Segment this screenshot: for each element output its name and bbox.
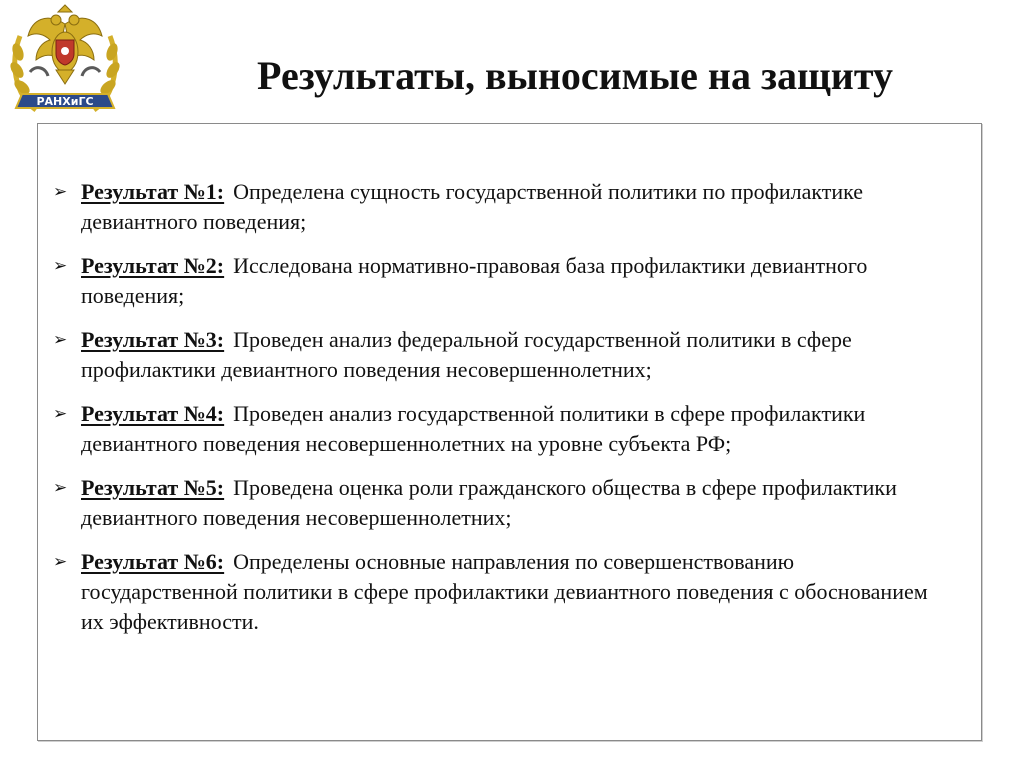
- result-item-3: [48, 325, 953, 385]
- page-title: Результаты, выносимые на защиту: [257, 53, 893, 98]
- result-item-1: [48, 177, 953, 237]
- results-panel: [37, 123, 982, 741]
- result-label: Результат №1:: [81, 179, 225, 204]
- result-item-5: [48, 473, 953, 533]
- results-list: [48, 177, 953, 651]
- arrow-bullet-icon: ➢: [53, 256, 68, 276]
- arrow-bullet-icon: ➢: [53, 552, 68, 572]
- arrow-bullet-icon: ➢: [53, 478, 68, 498]
- arrow-bullet-icon: ➢: [53, 182, 68, 202]
- result-label: Результат №6:: [81, 549, 225, 574]
- result-text: Определена сущность государственной политики по профилактике девиантного поведения;: [81, 179, 864, 234]
- result-text: Проведен анализ федеральной государственной политики в сфере профилактики девиантного поведения несовершеннолетних;: [81, 327, 852, 382]
- emblem-banner-text: РАНХиГС: [36, 95, 94, 108]
- result-text: Определены основные направления по совершенствованию государственной политики в сфере профилактики девиантного поведения с обоснованием их эффективности.: [81, 549, 928, 634]
- result-item-4: [48, 399, 953, 459]
- result-text: Исследована нормативно-правовая база профилактики девиантного поведения;: [81, 253, 868, 308]
- result-text: Проведен анализ государственной политики в сфере профилактики девиантного поведения несовершеннолетних на уровне субъекта РФ;: [81, 401, 866, 456]
- result-label: Результат №3:: [81, 327, 225, 352]
- result-label: Результат №5:: [81, 475, 225, 500]
- result-label: Результат №2:: [81, 253, 225, 278]
- arrow-bullet-icon: ➢: [53, 404, 68, 424]
- academy-emblem-icon: [6, 2, 124, 124]
- result-item-6: [48, 547, 953, 637]
- result-label: Результат №4:: [81, 401, 225, 426]
- arrow-bullet-icon: ➢: [53, 330, 68, 350]
- result-item-2: [48, 251, 953, 311]
- result-text: Проведена оценка роли гражданского общества в сфере профилактики девиантного поведения несовершеннолетних;: [81, 475, 897, 530]
